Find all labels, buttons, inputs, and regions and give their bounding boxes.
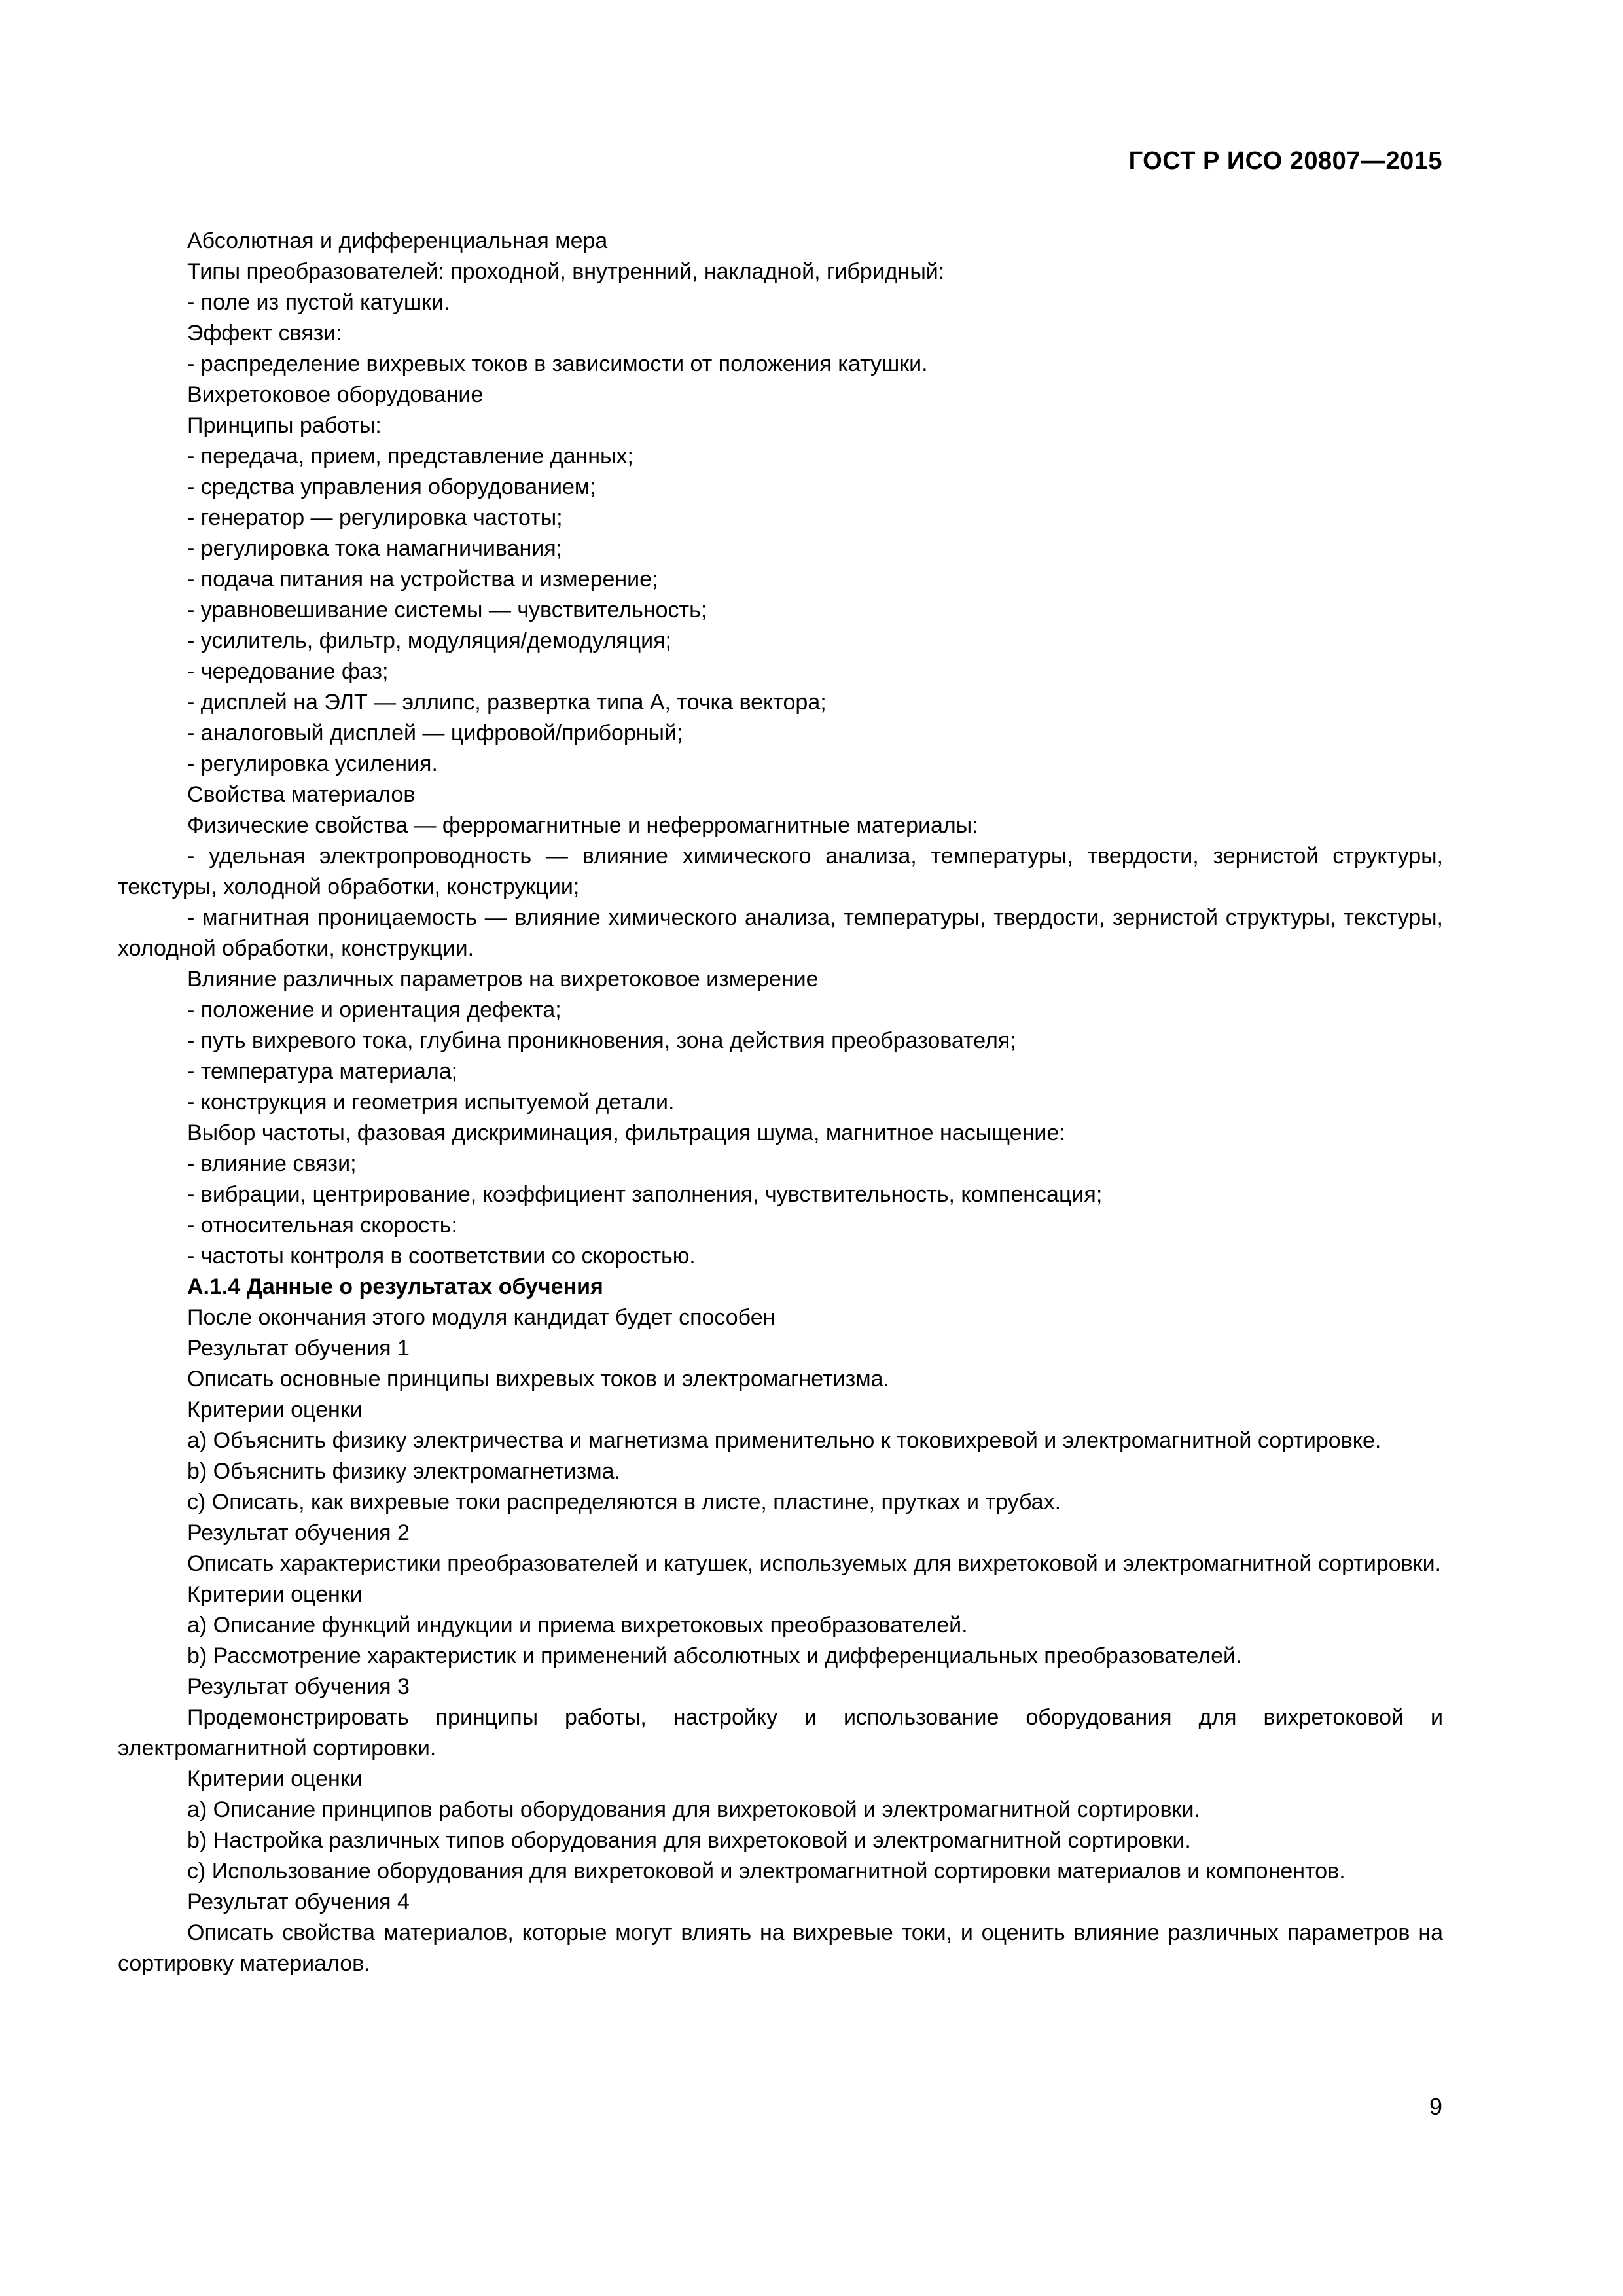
criteria-title: Критерии оценки (187, 1767, 363, 1791)
list-item: - подача питания на устройства и измерение; (187, 567, 658, 592)
body-line: Принципы работы: (187, 413, 382, 438)
criteria-item: b) Настройка различных типов оборудования для вихретоковой и электромагнитной сортировки. (187, 1828, 1191, 1853)
outcome-title: Результат обучения 1 (187, 1336, 410, 1361)
body-line: Типы преобразователей: проходной, внутренний, накладной, гибридный: (187, 259, 945, 284)
criteria-item: а) Описание функций индукции и приема вихретоковых преобразователей. (187, 1613, 968, 1638)
outcome-title: Результат обучения 3 (187, 1674, 410, 1699)
section-heading: Свойства материалов (187, 782, 416, 807)
list-item: - вибрации, центрирование, коэффициент заполнения, чувствительность, компенсация; (187, 1182, 1103, 1207)
criteria-item: а) Объяснить физику электричества и магнетизма применительно к токовихревой и электромагнитной сортировке. (187, 1428, 1382, 1453)
criteria-title: Критерии оценки (187, 1582, 363, 1607)
list-item: - поле из пустой катушки. (187, 290, 450, 315)
criteria-item: b) Рассмотрение характеристик и применений абсолютных и дифференциальных преобразователей. (187, 1643, 1242, 1668)
list-item: - средства управления оборудованием; (187, 475, 596, 499)
body-line: После окончания этого модуля кандидат будет способен (187, 1305, 776, 1330)
criteria-item: а) Описание принципов работы оборудования для вихретоковой и электромагнитной сортировки. (187, 1797, 1200, 1822)
list-item: - уравновешивание системы — чувствительность; (187, 598, 707, 622)
list-item: - влияние связи; (187, 1151, 357, 1176)
criteria-item: b) Объяснить физику электромагнетизма. (187, 1459, 621, 1484)
body-line: Описать характеристики преобразователей и катушек, используемых для вихретоковой и электромагнитной сортировки. (187, 1551, 1442, 1576)
list-item: - дисплей на ЭЛТ — эллипс, развертка типа А, точка вектора; (187, 690, 827, 715)
section-heading: Влияние различных параметров на вихретоковое измерение (187, 967, 819, 992)
list-item: - чередование фаз; (187, 659, 389, 684)
list-item: - удельная электропроводность — влияние химического анализа, температуры, твердости, зернистой структуры, текстуры, холодной обработки, конструкции; (118, 844, 1443, 899)
list-item: - генератор — регулировка частоты; (187, 505, 563, 530)
criteria-item: с) Описать, как вихревые токи распределяются в листе, пластине, прутках и трубах. (187, 1490, 1061, 1515)
list-item: - магнитная проницаемость — влияние химического анализа, температуры, твердости, зернистой структуры, текстуры, холодной обработки, конструкции. (118, 905, 1443, 961)
list-item: - передача, прием, представление данных; (187, 444, 633, 469)
body-line: Эффект связи: (187, 321, 342, 346)
list-item: - усилитель, фильтр, модуляция/демодуляция; (187, 628, 672, 653)
list-item: - относительная скорость: (187, 1213, 457, 1238)
list-item: - частоты контроля в соответствии со скоростью. (187, 1244, 696, 1268)
page-body (118, 226, 1443, 1979)
document-code-header: ГОСТ Р ИСО 20807—2015 (1128, 147, 1442, 175)
criteria-title: Критерии оценки (187, 1397, 363, 1422)
body-line: Продемонстрировать принципы работы, настройку и использование оборудования для вихретоковой и электромагнитной сортировки. (118, 1705, 1443, 1761)
list-item: - регулировка усиления. (187, 751, 438, 776)
outcome-title: Результат обучения 4 (187, 1890, 410, 1914)
subsection-heading: А.1.4 Данные о результатах обучения (187, 1274, 603, 1299)
list-item: - положение и ориентация дефекта; (187, 997, 562, 1022)
body-line: Описать основные принципы вихревых токов и электромагнетизма. (187, 1367, 889, 1391)
list-item: - температура материала; (187, 1059, 458, 1084)
list-item: - распределение вихревых токов в зависимости от положения катушки. (187, 351, 928, 376)
list-item: - аналоговый дисплей — цифровой/приборный; (187, 721, 683, 745)
body-line: Абсолютная и дифференциальная мера (187, 228, 608, 253)
list-item: - путь вихревого тока, глубина проникновения, зона действия преобразователя; (187, 1028, 1016, 1053)
criteria-item: с) Использование оборудования для вихретоковой и электромагнитной сортировки материалов и компонентов. (187, 1859, 1346, 1884)
page-number: 9 (1429, 2093, 1442, 2120)
body-line: Описать свойства материалов, которые могут влиять на вихревые токи, и оценить влияние различных параметров на сортировку материалов. (118, 1920, 1443, 1976)
body-line: Выбор частоты, фазовая дискриминация, фильтрация шума, магнитное насыщение: (187, 1121, 1065, 1145)
section-heading: Вихретоковое оборудование (187, 382, 484, 407)
list-item: - конструкция и геометрия испытуемой детали. (187, 1090, 675, 1115)
outcome-title: Результат обучения 2 (187, 1520, 410, 1545)
list-item: - регулировка тока намагничивания; (187, 536, 563, 561)
body-line: Физические свойства — ферромагнитные и неферромагнитные материалы: (187, 813, 978, 838)
